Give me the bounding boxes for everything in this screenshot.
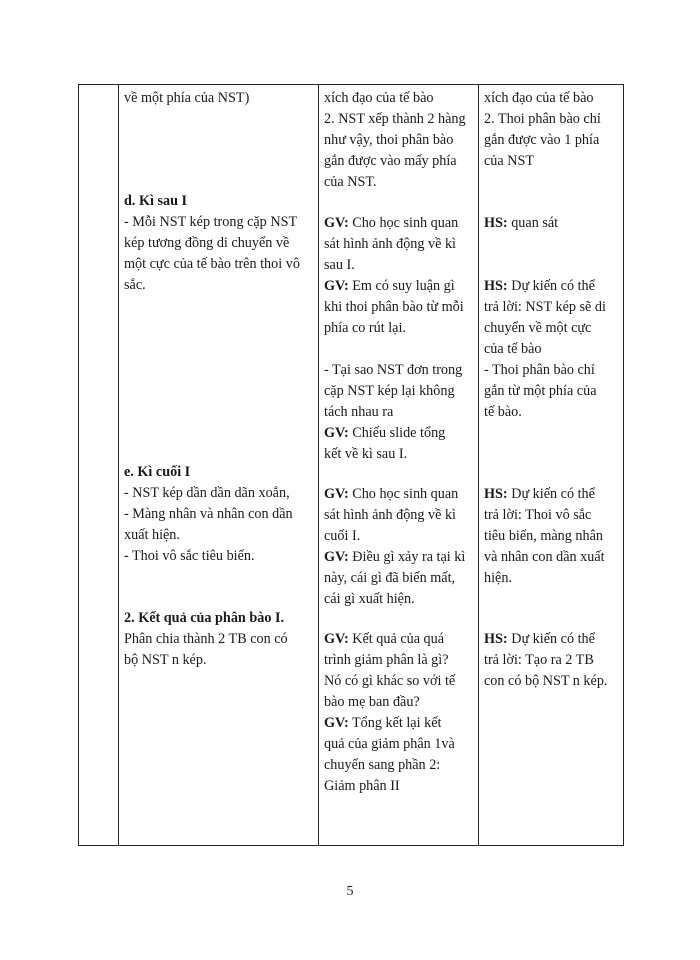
teacher-line — [324, 547, 474, 568]
content-line: - NST kép dần dần dãn xoắn, — [124, 485, 290, 501]
teacher-line: phía co rút lại. — [324, 320, 406, 336]
student-line — [484, 484, 620, 505]
gv-label: GV: — [324, 549, 349, 565]
teacher-text: Tổng kết lại kết — [348, 715, 442, 731]
teacher-line — [324, 484, 474, 505]
content-line: về một phía của NST) — [124, 90, 250, 106]
hs-label: HS: — [484, 215, 508, 231]
student-line: chuyển về một cực — [484, 320, 592, 336]
gv-label: GV: — [324, 715, 349, 731]
spacer — [484, 234, 620, 255]
section-heading-kisau: d. Kì sau I — [124, 193, 188, 209]
student-line: 2. Thoi phân bào chỉ — [484, 111, 601, 127]
teacher-line — [324, 423, 474, 444]
section-heading-kicuoi: e. Kì cuối I — [124, 464, 191, 480]
student-line — [484, 629, 620, 650]
gv-label: GV: — [324, 631, 349, 647]
teacher-line: gắn được vào mấy phía — [324, 153, 457, 169]
teacher-kisau — [324, 213, 474, 465]
content-line: - Mỗi NST kép trong cặp NST — [124, 214, 298, 230]
teacher-line: xích đạo của tế bào — [324, 90, 434, 106]
student-line: tiêu biến, màng nhân — [484, 528, 603, 544]
teacher-line: sát hình ảnh động về kì — [324, 507, 457, 523]
teacher-line: Nó có gì khác so với tế — [324, 673, 456, 689]
teacher-line: chuyển sang phần 2: — [324, 757, 441, 773]
teacher-text: Em có suy luận gì — [348, 278, 455, 294]
teacher-line: này, cái gì đã biến mất, — [324, 570, 456, 586]
teacher-line: khi thoi phân bào từ mỗi — [324, 299, 464, 315]
student-kisau — [484, 213, 620, 423]
content-line: kép tương đồng di chuyển về — [124, 235, 290, 251]
hs-label: HS: — [484, 631, 508, 647]
hs-label: HS: — [484, 278, 508, 294]
spacer — [484, 255, 620, 276]
content-column — [124, 88, 314, 109]
student-intro — [484, 88, 620, 172]
teacher-line: sát hình ảnh động về kì — [324, 236, 457, 252]
kisau-section — [124, 191, 314, 296]
gv-label: GV: — [324, 486, 349, 502]
teacher-text: Kết quả của quá — [348, 631, 445, 647]
student-kicuoi — [484, 484, 620, 589]
teacher-line: Giảm phân II — [324, 778, 400, 794]
teacher-text: Cho học sinh quan — [348, 215, 459, 231]
teacher-line: bào mẹ ban đầu? — [324, 694, 420, 710]
content-line: Phân chia thành 2 TB con có — [124, 631, 288, 647]
student-line — [484, 276, 620, 297]
teacher-line — [324, 629, 474, 650]
teacher-line: - Tại sao NST đơn trong — [324, 362, 463, 378]
teacher-line: 2. NST xếp thành 2 hàng — [324, 111, 466, 127]
student-line: xích đạo của tế bào — [484, 90, 594, 106]
teacher-line: như vậy, thoi phân bào — [324, 132, 454, 148]
kicuoi-section — [124, 462, 314, 567]
teacher-text: Cho học sinh quan — [348, 486, 459, 502]
content-line: - Thoi vô sắc tiêu biến. — [124, 548, 255, 564]
student-line: gắn được vào 1 phía — [484, 132, 600, 148]
student-text: Dự kiến có thể — [507, 278, 595, 294]
student-text: Dự kiến có thể — [507, 486, 595, 502]
gv-label: GV: — [324, 215, 349, 231]
student-text: quan sát — [507, 215, 559, 231]
teacher-line: cuối I. — [324, 528, 361, 544]
hs-label: HS: — [484, 486, 508, 502]
table-column-divider — [118, 84, 119, 846]
table-column-divider — [478, 84, 479, 846]
spacer — [324, 339, 474, 360]
student-line: trả lời: NST kép sẽ di — [484, 299, 606, 315]
ketqua-section — [124, 608, 314, 671]
student-line: hiện. — [484, 570, 512, 586]
teacher-line: quả của giảm phân 1và — [324, 736, 455, 752]
student-line: gắn từ một phía của — [484, 383, 597, 399]
teacher-line: trình giảm phân là gì? — [324, 652, 449, 668]
teacher-kicuoi — [324, 484, 474, 610]
student-line — [484, 213, 620, 234]
student-line: của tế bào — [484, 341, 542, 357]
student-line: trả lời: Thoi vô sắc — [484, 507, 592, 523]
teacher-line: kết về kì sau I. — [324, 446, 408, 462]
gv-label: GV: — [324, 425, 349, 441]
student-text: Dự kiến có thể — [507, 631, 595, 647]
teacher-text: Chiếu slide tổng — [348, 425, 446, 441]
teacher-line: sau I. — [324, 257, 355, 273]
section-heading-ketqua: 2. Kết quả của phân bào I. — [124, 610, 285, 626]
teacher-text: Điều gì xảy ra tại kì — [348, 549, 466, 565]
content-line: bộ NST n kép. — [124, 652, 207, 668]
student-line: trả lời: Tạo ra 2 TB — [484, 652, 594, 668]
teacher-line: cái gì xuất hiện. — [324, 591, 415, 607]
student-line: và nhân con dần xuất — [484, 549, 605, 565]
student-ketqua — [484, 629, 620, 692]
teacher-line — [324, 713, 474, 734]
teacher-line: tách nhau ra — [324, 404, 394, 420]
teacher-line — [324, 276, 474, 297]
teacher-line: của NST. — [324, 174, 377, 190]
table-column-divider — [318, 84, 319, 846]
content-line: xuất hiện. — [124, 527, 180, 543]
teacher-ketqua — [324, 629, 474, 797]
student-line: của NST — [484, 153, 535, 169]
content-line: sắc. — [124, 277, 146, 293]
content-line: - Màng nhân và nhân con dần — [124, 506, 293, 522]
teacher-line — [324, 213, 474, 234]
student-line: con có bộ NST n kép. — [484, 673, 608, 689]
student-line: tế bào. — [484, 404, 522, 420]
content-line: một cực của tế bào trên thoi vô — [124, 256, 300, 272]
gv-label: GV: — [324, 278, 349, 294]
page-number: 5 — [346, 884, 354, 899]
teacher-intro — [324, 88, 474, 193]
student-line: - Thoi phân bào chỉ — [484, 362, 595, 378]
teacher-line: cặp NST kép lại không — [324, 383, 455, 399]
